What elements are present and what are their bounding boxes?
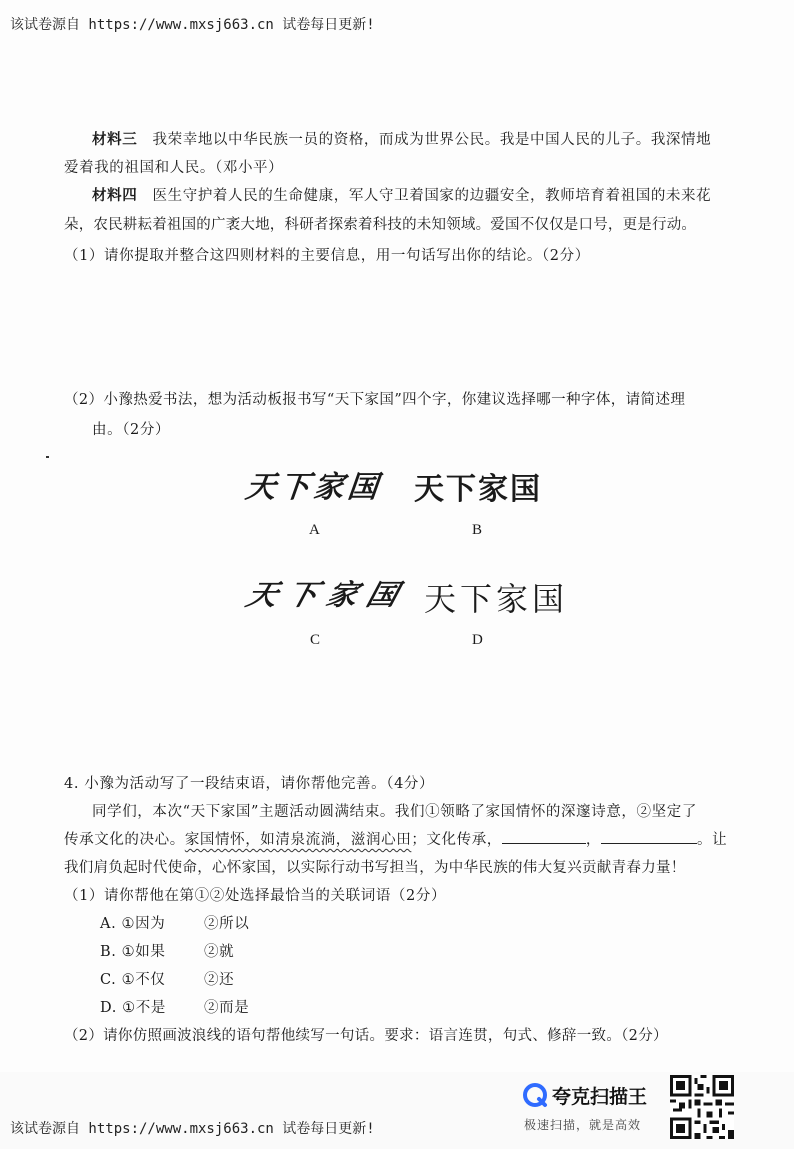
material4-line2: 朵，农民耕耘着祖国的广袤大地，科研者探索着科技的未知领域。爱国不仅仅是口号，更是行动。 — [64, 217, 697, 233]
option-a-second: ②所以 — [204, 916, 250, 932]
option-d — [100, 996, 249, 1017]
answer-blank-1[interactable] — [502, 831, 586, 844]
font-label-c: C — [310, 632, 321, 648]
q4-paragraph-line3: 我们肩负起时代使命，心怀家国，以实际行动书写担当，为中华民族的伟大复兴贡献青春力量！ — [64, 860, 686, 876]
font-sample-d: 天下家国 — [424, 581, 569, 617]
question-3-1: （1）请你提取并整合这四则材料的主要信息，用一句话写出你的结论。（2分） — [64, 248, 590, 264]
q4-line2-comma: ， — [585, 832, 602, 848]
question-3-2-line1: （2）小豫热爱书法，想为活动板报书写“天下家国”四个字，你建议选择哪一种字体，请简述理 — [64, 392, 686, 408]
material3-line2: 爱着我的祖国和人民。（邓小平） — [64, 160, 284, 176]
option-b — [100, 940, 234, 961]
material3-line1 — [92, 128, 711, 149]
scanner-logo-icon — [522, 1082, 548, 1108]
q4-paragraph-line1: 同学们，本次“天下家国”主题活动圆满结束。我们①领略了家国情怀的深邃诗意，②坚定了 — [92, 804, 697, 820]
source-header: 该试卷源自 https://www.mxsj663.cn 试卷每日更新! — [10, 17, 375, 33]
material3-text1: 我荣幸地以中华民族一员的资格，而成为世界公民。我是中国人民的儿子。我深情地 — [152, 132, 712, 148]
font-sample-b: 天下家国 — [414, 472, 542, 507]
font-sample-c: 天下家国 — [242, 578, 412, 612]
material4-line1 — [92, 184, 711, 205]
q4-line2-start: 传承文化的决心。 — [64, 832, 185, 848]
material4-text1: 医生守护着人民的生命健康，军人守卫着国家的边疆安全，教师培育着祖国的未来花 — [152, 188, 712, 204]
wavy-underlined-sentence: 家国情怀，如清泉流淌，滋润心田 — [184, 832, 412, 848]
qr-code-icon — [670, 1075, 734, 1139]
option-a-first: A. ①因为 — [100, 916, 166, 932]
q4-paragraph-line2 — [64, 828, 727, 849]
option-b-first: B. ①如果 — [100, 944, 166, 960]
q4-line2-mid: ；文化传承， — [411, 832, 502, 848]
option-d-first: D. ①不是 — [100, 1000, 166, 1016]
material4-label: 材料四 — [92, 187, 138, 204]
option-c — [100, 968, 234, 989]
font-sample-a: 天下家国 — [243, 470, 384, 505]
material3-label: 材料三 — [92, 131, 138, 148]
question-3-2-line2: 由。（2分） — [92, 422, 171, 438]
scanner-brand-subtitle: 极速扫描，就是高效 — [524, 1118, 642, 1132]
question-4-2: （2）请你仿照画波浪线的语句帮他续写一句话。要求：语言连贯，句式、修辞一致。（2分） — [64, 1028, 668, 1044]
question-4-1: （1）请你帮他在第①②处选择最恰当的关联词语（2分） — [64, 888, 447, 904]
option-c-first: C. ①不仅 — [100, 972, 166, 988]
option-c-second: ②还 — [204, 972, 235, 988]
font-label-a: A — [309, 522, 320, 538]
question-4-title: 4. 小豫为活动写了一段结束语，请你帮他完善。（4分） — [64, 776, 435, 792]
option-b-second: ②就 — [204, 944, 235, 960]
option-a — [100, 912, 249, 933]
answer-blank-2[interactable] — [601, 831, 697, 844]
stray-mark — [46, 456, 49, 458]
font-label-d: D — [472, 632, 483, 648]
option-d-second: ②而是 — [204, 1000, 250, 1016]
font-label-b: B — [472, 522, 483, 538]
q4-line2-end: 。让 — [697, 832, 728, 848]
source-footer: 该试卷源自 https://www.mxsj663.cn 试卷每日更新! — [10, 1121, 375, 1137]
scanner-brand-title: 夸克扫描王 — [552, 1086, 648, 1108]
